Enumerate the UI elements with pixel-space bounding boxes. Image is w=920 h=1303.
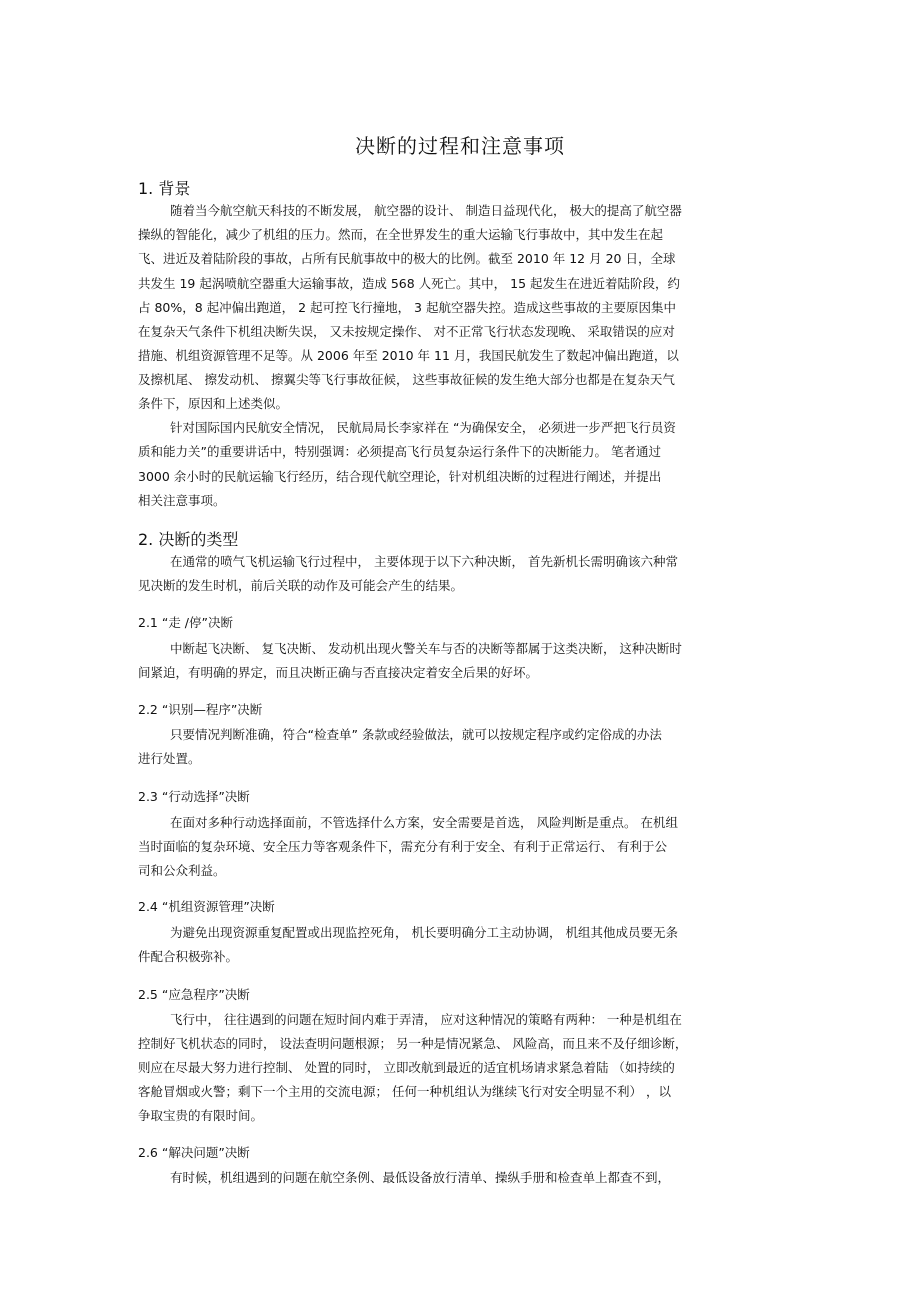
paragraph-line: 只要情况判断准确，符合“检查单” 条款或经验做法，就可以按规定程序或约定俗成的办法 [170, 727, 662, 742]
paragraph-line: 客舱冒烟或火警；剩下一个主用的交流电源； 任何一种机组认为继续飞行对安全明显不利） ，以 [138, 1084, 671, 1099]
subsection-heading-2-3: 2.3 “行动选择”决断 [138, 789, 250, 804]
section-heading-background: 1. 背景 [138, 179, 191, 198]
paragraph-line: 则应在尽最大努力进行控制、 处置的同时， 立即改航到最近的适宜机场请求紧急着陆 （如持续的 [138, 1060, 675, 1075]
paragraph-line: 相关注意事项。 [138, 493, 226, 508]
paragraph-line: 中断起飞决断、 复飞决断、 发动机出现火警关车与否的决断等都属于这类决断， 这种决断时 [170, 641, 682, 656]
paragraph-line: 共发生 19 起涡喷航空器重大运输事故，造成 568 人死亡。其中， 15 起发生在进近着陆阶段，约 [138, 276, 681, 291]
subsection-heading-2-4: 2.4 “机组资源管理”决断 [138, 899, 275, 914]
paragraph-line: 3000 余小时的民航运输飞行经历，结合现代航空理论，针对机组决断的过程进行阐述，并提出 [138, 469, 662, 484]
paragraph-line: 争取宝贵的有限时间。 [138, 1108, 264, 1123]
paragraph-line: 有时候，机组遇到的问题在航空条例、最低设备放行清单、操纵手册和检查单上都查不到， [170, 1170, 671, 1185]
paragraph-line: 在通常的喷气飞机运输飞行过程中， 主要体现于以下六种决断， 首先新机长需明确该六种常 [170, 554, 678, 569]
subsection-heading-2-5: 2.5 “应急程序”决断 [138, 987, 250, 1002]
document-title: 决断的过程和注意事项 [355, 134, 565, 158]
paragraph-line: 在面对多种行动选择面前，不管选择什么方案，安全需要是首选， 风险判断是重点。 在机组 [170, 815, 678, 830]
paragraph-line: 质和能力关”的重要讲话中，特别强调：必须提高飞行员复杂运行条件下的决断能力。 笔者通过 [138, 444, 661, 459]
paragraph-line: 控制好飞机状态的同时， 设法查明问题根源； 另一种是情况紧急、 风险高，而且来不及仔细诊断， [138, 1036, 688, 1051]
paragraph-line: 占 80%，8 起冲偏出跑道， 2 起可控飞行撞地， 3 起航空器失控。造成这些事故的主要原因集中 [138, 300, 676, 315]
paragraph-line: 条件下，原因和上述类似。 [138, 396, 289, 411]
paragraph-line: 当时面临的复杂环境、安全压力等客观条件下，需充分有利于安全、有利于正常运行、 有利于公 [138, 839, 667, 854]
subsection-heading-2-1: 2.1 “走 /停”决断 [138, 615, 233, 630]
subsection-heading-2-2: 2.2 “识别—程序”决断 [138, 702, 263, 717]
paragraph-line: 操纵的智能化，减少了机组的压力。然而，在全世界发生的重大运输飞行事故中，其中发生在起 [138, 227, 664, 242]
section-heading-decision-types: 2. 决断的类型 [138, 530, 239, 549]
paragraph-line: 司和公众利益。 [138, 863, 226, 878]
subsection-heading-2-6: 2.6 “解决问题”决断 [138, 1145, 250, 1160]
paragraph-line: 见决断的发生时机，前后关联的动作及可能会产生的结果。 [138, 578, 464, 593]
paragraph-line: 及擦机尾、 擦发动机、 擦翼尖等飞行事故征候， 这些事故征候的发生绝大部分也都是在复杂天气 [138, 372, 675, 387]
paragraph-line: 件配合积极弥补。 [138, 949, 239, 964]
paragraph-line: 针对国际国内民航安全情况， 民航局局长李家祥在 “为确保安全， 必须进一步严把飞行员资 [170, 420, 676, 435]
paragraph-line: 飞、进近及着陆阶段的事故，占所有民航事故中的极大的比例。截至 2010 年 12 月 20 日，全球 [138, 251, 676, 266]
paragraph-line: 飞行中， 往往遇到的问题在短时间内难于弄清， 应对这种情况的策略有两种： 一种是机组在 [170, 1012, 682, 1027]
paragraph-line: 进行处置。 [138, 751, 201, 766]
paragraph-line: 在复杂天气条件下机组决断失误， 又未按规定操作、 对不正常飞行状态发现晚、 采取错误的应对 [138, 324, 675, 339]
paragraph-line: 措施、机组资源管理不足等。从 2006 年至 2010 年 11 月，我国民航发生了数起冲偏出跑道，以 [138, 348, 679, 363]
paragraph-line: 随着当今航空航天科技的不断发展， 航空器的设计、 制造日益现代化， 极大的提高了航空器 [170, 203, 682, 218]
paragraph-line: 为避免出现资源重复配置或出现监控死角， 机长要明确分工主动协调， 机组其他成员要无条 [170, 925, 678, 940]
paragraph-line: 间紧迫，有明确的界定，而且决断正确与否直接决定着安全后果的好坏。 [138, 665, 539, 680]
